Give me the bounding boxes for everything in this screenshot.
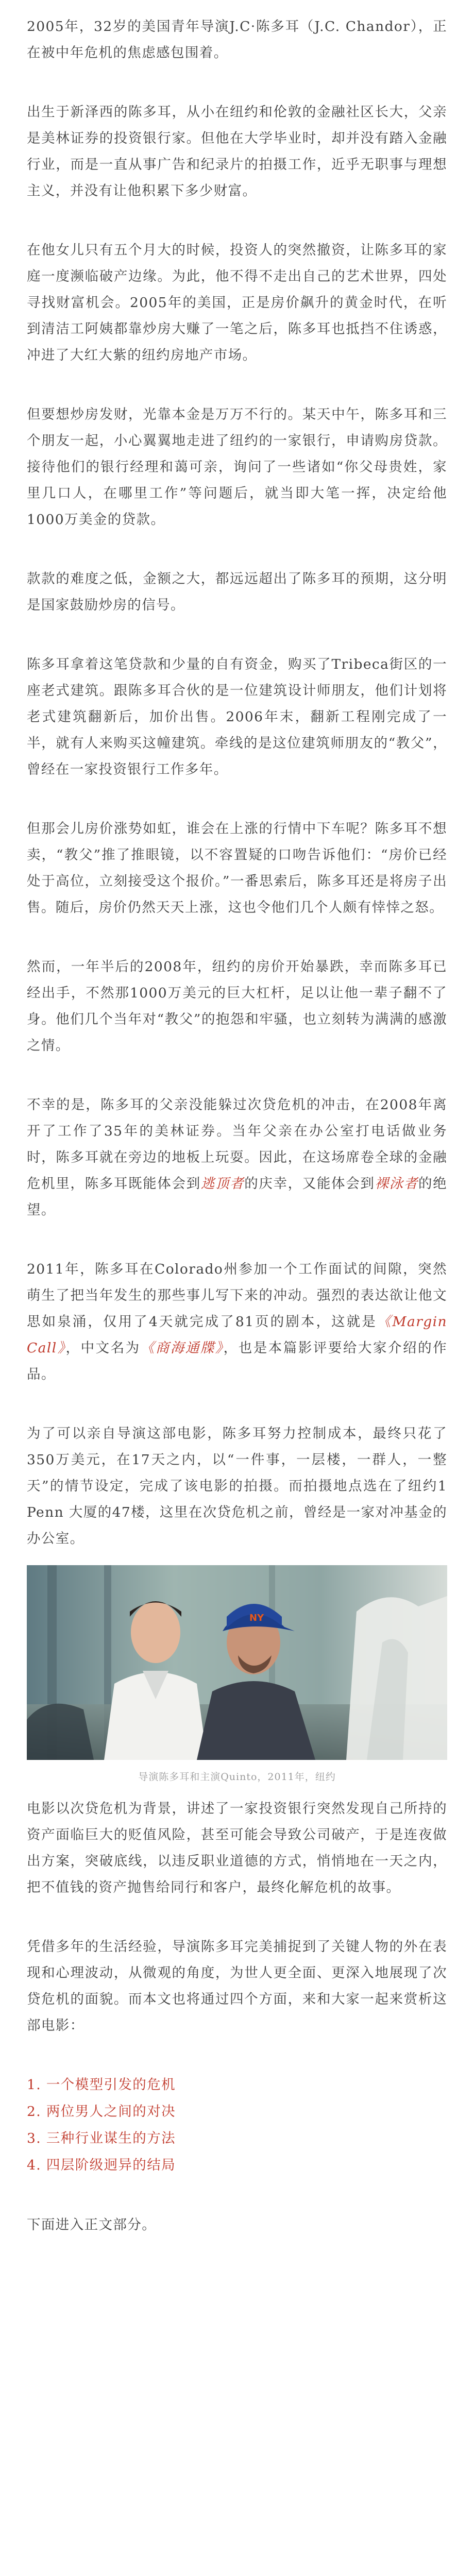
text-segment: 的庆幸，又能体会到 bbox=[244, 1176, 375, 1192]
paragraph-closing: 下面进入正文部分。 bbox=[27, 2217, 157, 2233]
paragraph-loan: 但要想炒房发财，光靠本金是万万不行的。某天中午，陈多耳和三个朋友一起，小心翼翼地走进了纽约的一家银行，申请购房贷款。接待他们的银行经理和蔼可亲，询问了一些诸如“你父母贵姓，家里几口人，在哪里工作”等问题后，就当即大笔一挥，决定给他1000万美金的贷款。 bbox=[27, 406, 447, 528]
paragraph-script bbox=[27, 1256, 447, 1387]
highlight-escaper: 逃顶者 bbox=[200, 1176, 245, 1192]
outline-item: 2. 两位男人之间的对决 bbox=[27, 2104, 176, 2120]
text-segment: 的绝望。 bbox=[27, 1176, 447, 1218]
text-segment: 2011年，陈多耳在Colorado州参加一个工作面试的间隙，突然萌生了把当年发生的那些事儿写下来的冲动。强烈的表达欲让他文思如泉涌，仅用了4天就完成了81页的剧本，这就是 bbox=[27, 1261, 447, 1330]
paragraph-sale: 但那会儿房价涨势如虹，谁会在上涨的行情中下车呢？陈多耳不想卖，“教父”推了推眼镜，以不容置疑的口吻告诉他们：“房价已经处于高位，立刻接受这个报价。”一番思索后，陈多耳还是将房子出售。随后，房价仍然天天上涨，这也令他们几个人颇有悻悻之怒。 bbox=[27, 821, 447, 916]
paragraph-intro: 2005年，32岁的美国青年导演J.C·陈多耳（J.C. Chandor），正在被中年危机的焦虑感包围着。 bbox=[27, 19, 447, 61]
text-segment: 不幸的是，陈多耳的父亲没能躲过次贷危机的冲击，在2008年离开了工作了35年的美林证券。当年父亲在办公室打电话做业务时，陈多耳就在旁边的地板上玩耍。因此，在这场席卷全球的金融危机里，陈多耳既能体会到 bbox=[27, 1097, 447, 1192]
paragraph-father bbox=[27, 1092, 447, 1223]
paragraph-crisis: 在他女儿只有五个月大的时候，投资人的突然撤资，让陈多耳的家庭一度濒临破产边缘。为此，他不得不走出自己的艺术世界，四处寻找财富机会。2005年的美国，正是房价飙升的黄金时代，在听到清洁工阿姨都靠炒房大赚了一笔之后，陈多耳也抵挡不住诱惑，冲进了大红大紫的纽约房地产市场。 bbox=[27, 242, 447, 363]
paragraph-background: 出生于新泽西的陈多耳，从小在纽约和伦敦的金融社区长大，父亲是美林证券的投资银行家。但他在大学毕业时，却并没有踏入金融行业，而是一直从事广告和纪录片的拍摄工作，近乎无职事与理想主义，并没有让他积累下多少财富。 bbox=[27, 104, 447, 199]
text-segment: ，中文名为 bbox=[65, 1340, 141, 1356]
figure-caption: 导演陈多耳和主演Quinto，2011年，纽约 bbox=[138, 1771, 336, 1783]
paragraph-crash: 然而，一年半后的2008年，纽约的房价开始暴跌，幸而陈多耳已经出手，不然那1000万美元的巨大杠杆，足以让他一辈子翻不了身。他们几个当年对“教父”的抱怨和牢骚，也立刻转为满满的感激之情。 bbox=[27, 959, 447, 1054]
outline-item: 4. 四层阶级迥异的结局 bbox=[27, 2157, 176, 2173]
paragraph-approach: 凭借多年的生活经验，导演陈多耳完美捕捉到了关键人物的外在表现和心理波动，从微观的角度，为世人更全面、更深入地展现了次贷危机的面貌。而本文也将通过四个方面，来和大家一起来赏析这部电影： bbox=[27, 1939, 447, 2033]
paragraph-synopsis: 电影以次贷危机为背景，讲述了一家投资银行突然发现自己所持的资产面临巨大的贬值风险，甚至可能会导致公司破产，于是连夜做出方案，突破底线，以违反职业道德的方式，悄悄地在一天之内，把不值钱的资产抛售给同行和客户，最终化解危机的故事。 bbox=[27, 1801, 447, 1895]
paragraph-production: 为了可以亲自导演这部电影，陈多耳努力控制成本，最终只花了350万美元，在17天之内，以“一件事，一层楼，一群人，一整天”的情节设定，完成了该电影的拍摄。而拍摄地点选在了纽约1 Penn 大厦的47楼，这里在次贷危机之前，曾经是一家对冲基金的办公室。 bbox=[27, 1426, 447, 1547]
film-still-photo bbox=[27, 1565, 447, 1760]
outline-list bbox=[27, 2072, 447, 2179]
photo-illustration bbox=[27, 1565, 447, 1760]
highlight-swimmer: 裸泳者 bbox=[375, 1176, 418, 1192]
paragraph-signal: 款款的难度之低，金额之大，都远远超出了陈多耳的预期，这分明是国家鼓励炒房的信号。 bbox=[27, 571, 447, 613]
paragraph-tribeca: 陈多耳拿着这笔贷款和少量的自有资金，购买了Tribeca街区的一座老式建筑。跟陈多耳合伙的是一位建筑设计师朋友，他们计划将老式建筑翻新后，加价出售。2006年末，翻新工程刚完成了一半，就有人来购买这幢建筑。牵线的是这位建筑师朋友的“教父”，曾经在一家投资银行工作多年。 bbox=[27, 656, 447, 777]
highlight-title-en: 《Margin Call》 bbox=[27, 1314, 447, 1356]
highlight-title-cn: 《商海通牒》 bbox=[140, 1340, 224, 1356]
outline-item: 3. 三种行业谋生的方法 bbox=[27, 2130, 176, 2146]
outline-item: 1. 一个模型引发的危机 bbox=[27, 2077, 176, 2093]
text-segment: ，也是本篇影评要给大家介绍的作品。 bbox=[27, 1340, 448, 1382]
cap-logo: NY bbox=[249, 1613, 264, 1623]
figure bbox=[27, 1565, 447, 1783]
